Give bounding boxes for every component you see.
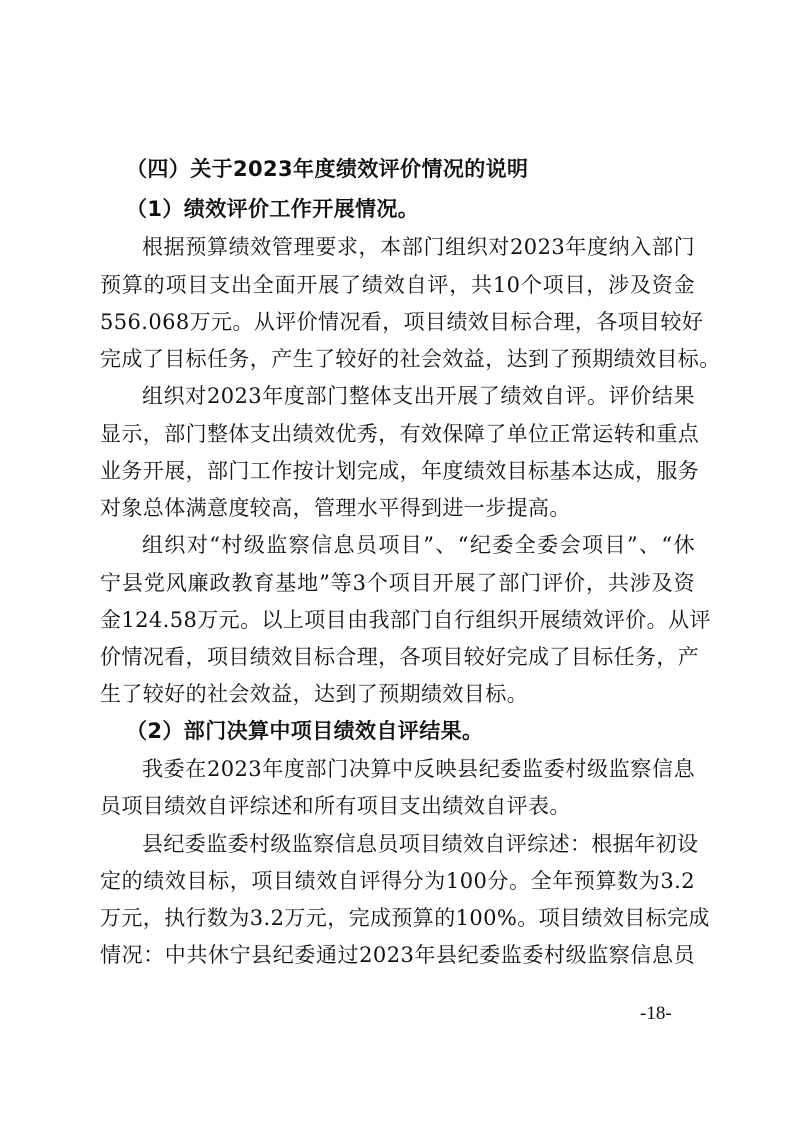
paragraph-2-line-1: 组织对2023年度部门整体支出开展了绩效自评。评价结果 bbox=[142, 384, 695, 408]
paragraph-2-line-2: 显示，部门整体支出绩效优秀，有效保障了单位正常运转和重点 bbox=[100, 422, 700, 446]
paragraph-1-line-3: 556.068万元。从评价情况看，项目绩效目标合理，各项目较好 bbox=[100, 310, 704, 334]
paragraph-3-line-4: 价情况看，项目绩效目标合理，各项目较好完成了目标任务，产 bbox=[100, 645, 700, 669]
paragraph-5-line-2: 定的绩效目标，项目绩效自评得分为100分。全年预算数为3.2 bbox=[100, 869, 695, 893]
paragraph-5-line-4: 情况：中共休宁县纪委通过2023年县纪委监委村级监察信息员 bbox=[100, 943, 695, 967]
paragraph-3-line-2: 宁县党风廉政教育基地”等3个项目开展了部门评价，共涉及资 bbox=[100, 571, 695, 595]
sub-heading-1: （1）绩效评价工作开展情况。 bbox=[126, 197, 420, 221]
paragraph-1-line-2: 预算的项目支出全面开展了绩效自评，共10个项目，涉及资金 bbox=[100, 273, 695, 297]
page-number: -18- bbox=[640, 1003, 672, 1024]
paragraph-1-line-4: 完成了目标任务，产生了较好的社会效益，达到了预期绩效目标。 bbox=[100, 347, 721, 371]
sub-heading-2: （2）部门决算中项目绩效自评结果。 bbox=[126, 719, 484, 743]
paragraph-1-line-1: 根据预算绩效管理要求，本部门组织对2023年度纳入部门 bbox=[142, 235, 695, 259]
paragraph-3-line-1: 组织对“村级监察信息员项目”、“纪委全委会项目”、“休 bbox=[142, 533, 695, 557]
section-heading: （四）关于2023年度绩效评价情况的说明 bbox=[126, 157, 529, 181]
paragraph-3-line-5: 生了较好的社会效益，达到了预期绩效目标。 bbox=[100, 682, 528, 706]
paragraph-2-line-3: 业务开展，部门工作按计划完成，年度绩效目标基本达成，服务 bbox=[100, 459, 700, 483]
paragraph-5-line-3: 万元，执行数为3.2万元，完成预算的100%。项目绩效目标完成 bbox=[100, 906, 710, 930]
paragraph-2-line-4: 对象总体满意度较高，管理水平得到进一步提高。 bbox=[100, 496, 571, 520]
paragraph-3-line-3: 金124.58万元。以上项目由我部门自行组织开展绩效评价。从评 bbox=[100, 608, 711, 632]
paragraph-4-line-2: 员项目绩效自评综述和所有项目支出绩效自评表。 bbox=[100, 794, 571, 818]
paragraph-4-line-1: 我委在2023年度部门决算中反映县纪委监委村级监察信息 bbox=[142, 757, 695, 781]
paragraph-5-line-1: 县纪委监委村级监察信息员项目绩效自评综述：根据年初设 bbox=[142, 832, 699, 856]
